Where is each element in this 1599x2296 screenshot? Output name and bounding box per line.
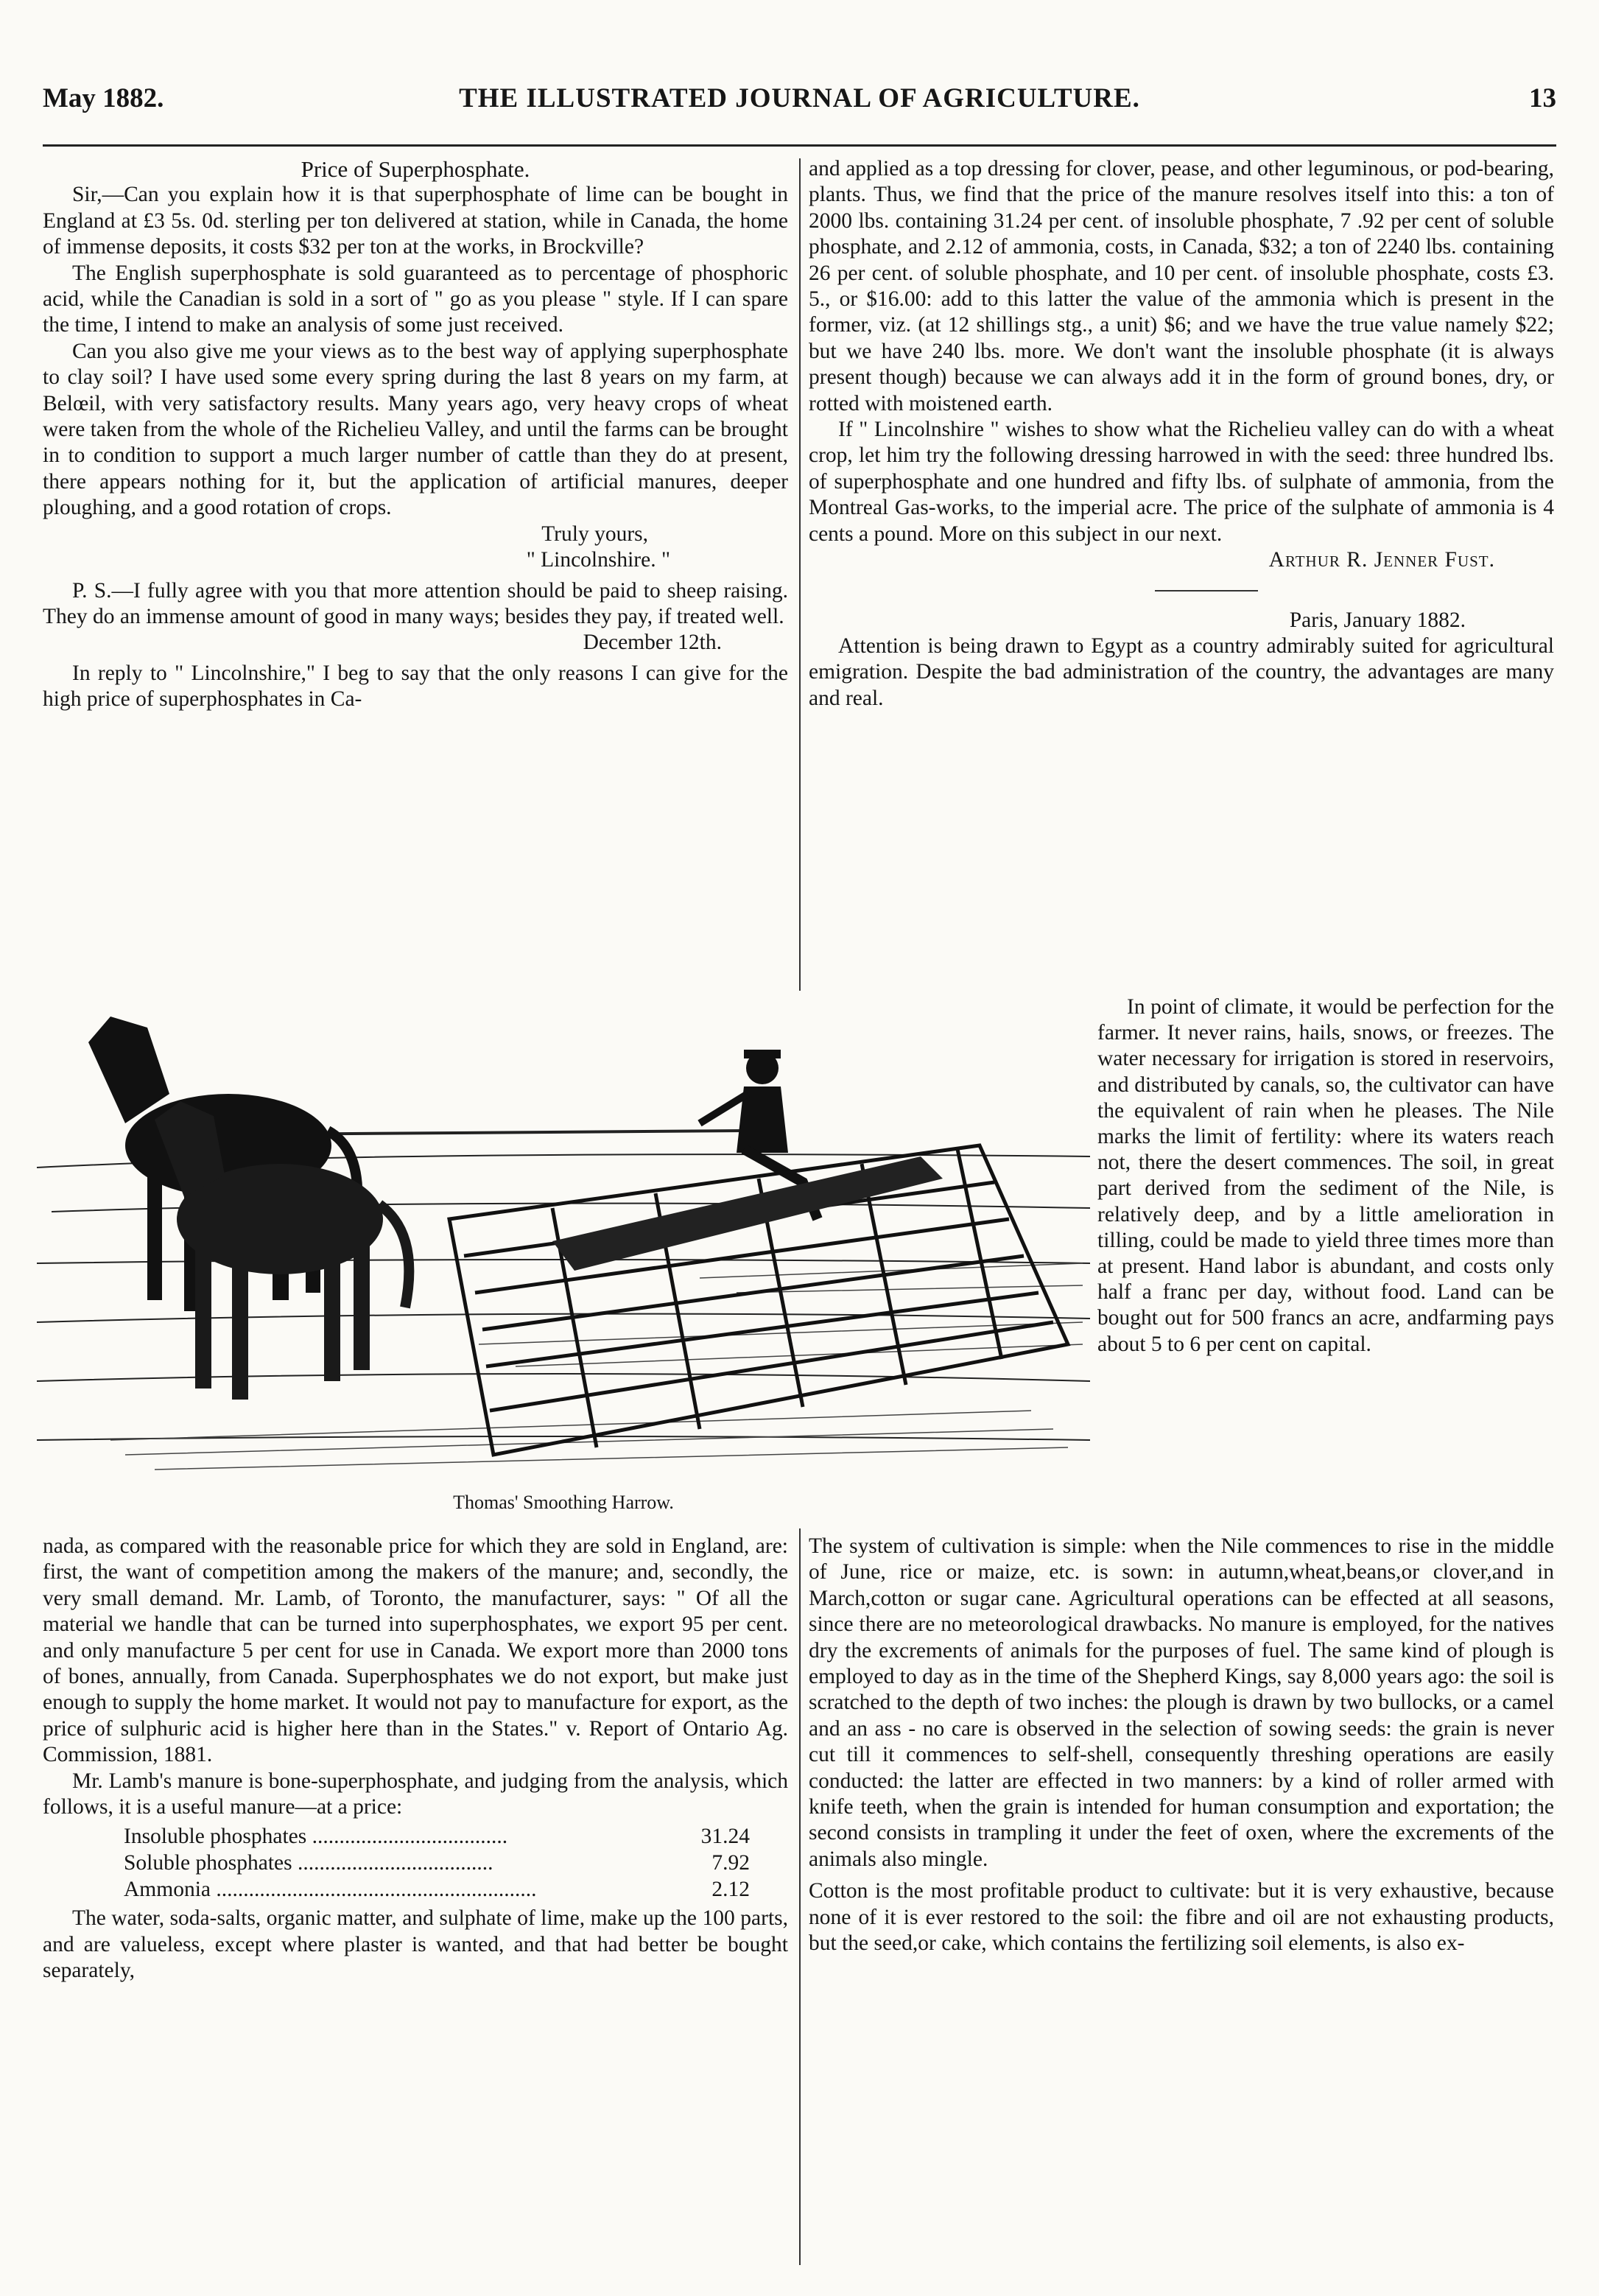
right-column-top bbox=[809, 156, 1554, 712]
analysis-table bbox=[124, 1823, 750, 1903]
author-signature: Arthur R. Jenner Fust. bbox=[1268, 548, 1495, 572]
analysis-label: Soluble phosphates .................................... bbox=[124, 1851, 493, 1875]
right-column-bottom bbox=[809, 1534, 1554, 1957]
reply-wheat-paragraph: If " Lincolnshire " wishes to show what the Richelieu valley can do with a wheat crop, let him try the following dressing harrowed in with the seed: three hundred lbs. of superphosphate and one hundred and fifty lbs. of sulphate of ammonia, from the Montreal Gas-works, to the imperial acre. The price of the sulphate of ammonia is 4 cents a pound. More on this subject in our next. bbox=[809, 418, 1554, 546]
section-rule bbox=[1155, 590, 1258, 591]
journal-title: THE ILLUSTRATED JOURNAL OF AGRICULTURE. bbox=[459, 83, 1140, 113]
analysis-intro-paragraph: Mr. Lamb's manure is bone-superphosphate, and judging from the analysis, which follows, it is a useful manure—at a price: bbox=[43, 1769, 788, 1819]
reply-continued-paragraph-2: nada, as compared with the reasonable price for which they are sold in England, are: first, the want of competition among the makers of the manure; and, secondly, the very small demand. Mr. Lamb, of Toronto, the manufacturer, says: " Of all the material we handle that can be turned into superphosphates, we export 95 per cent. and only manufacture 5 per cent for use in Canada. We export more than 2000 tons of bones, annually, from Canada. Superphosphates we do not export, but make just enough to supply the home market. It would not pay to manufacture for export, as the price of sulphuric acid is higher here than in the States." v. Report of Ontario Ag. Commission, 1881. bbox=[43, 1534, 788, 1767]
illustration-caption: Thomas' Smoothing Harrow. bbox=[453, 1492, 674, 1513]
analysis-label: Insoluble phosphates .................................... bbox=[124, 1825, 508, 1849]
reply-paragraph: In reply to " Lincolnshire," I beg to say that the only reasons I can give for the high price of superphosphates in Ca- bbox=[43, 661, 788, 712]
letter-paragraph-1: Sir,—Can you explain how it is that superphosphate of lime can be bought in England at £3 5s. 0d. sterling per ton delivered at station, while in Canada, the home of immense deposits, it costs $32 per ton at the works, in Brockville? bbox=[43, 183, 788, 259]
analysis-value: 31.24 bbox=[700, 1825, 750, 1849]
analysis-row bbox=[124, 1850, 750, 1876]
analysis-value: 7.92 bbox=[711, 1851, 750, 1875]
letter-paragraph-3: Can you also give me your views as to the best way of applying superphosphate to clay soil? I have used some every spring during the last 8 years on my farm, at Belœil, with very satisfactory results. Many years ago, very heavy crops of wheat were taken from the whole of the Richelieu Valley, and until the farms can be brought in to condition to support a much larger number of cattle than they do at present, there appears nothing for it, but the application of artificial manures, deeper ploughing, and a good rotation of crops. bbox=[43, 339, 788, 520]
letter-date: December 12th. bbox=[583, 631, 722, 655]
page-header bbox=[43, 82, 1556, 127]
header-date: May 1882. bbox=[43, 83, 164, 113]
right-narrow-column bbox=[1097, 994, 1554, 1358]
article-heading: Price of Superphosphate. bbox=[301, 156, 530, 182]
reply-continued-paragraph: and applied as a top dressing for clover, pease, and other leguminous, or pod-bearing, plants. Thus, we find that the price of the manure resolves itself into this: a ton of 2000 lbs. containing 31.24 per cent. of insoluble phosphate, 7 .92 per cent of soluble phosphate, and 2.12 of ammonia, costs, in Canada, $32; a ton of 2240 lbs. containing 26 per cent. of soluble phosphate, and 10 per cent. of insoluble phosphate, costs £3. 5., or $16.00: add to this latter the value of the ammonia which is present in the former, viz. (at 12 shillings stg., a unit) $6; and we have the true value namely $22; but we have 240 lbs. more. We don't want the insoluble phosphate (it is always present though) because we can always add it in the form of ground bones, dry, or rotted with moistened earth. bbox=[809, 157, 1554, 415]
letter-postscript: P. S.—I fully agree with you that more attention should be paid to sheep raising. They do an immense amount of good in many ways; besides they pay, if treated well. bbox=[43, 578, 788, 628]
letter-closing: Truly yours, bbox=[541, 522, 648, 546]
cultivation-paragraph: The system of cultivation is simple: when the Nile commences to rise in the middle of June, rice or maize, etc. is sown: in autumn,wheat,beans,or clover,and in March,cotton or sugar cane. Agricultural operations can be effected at all seasons, since there are no meteorological drawbacks. No manure is employed, for the natives dry the excrements of animals for the purposes of fuel. The same kind of plough is employed to day as in the time of the Shepherd Kings, say 8,000 years ago: the soil is scratched to the depth of two inches: the plough is drawn by two bullocks, or a camel and an ass - no care is observed in the selection of sowing seeds: the grain is never cut till it commences to self-shell, consequently threshing operations are easily conducted: the latter are effected in two manners: by a kind of roller armed with knife teeth, when the grain is intended for human consumption and exportation; the second consists in trampling it under the feet of oxen, where the excrements of the animals also mingle. bbox=[809, 1534, 1554, 1871]
letter-paragraph-2: The English superphosphate is sold guaranteed as to percentage of phosphoric acid, while the Canadian is sold in a sort of " go as you please " style. If I can spare the time, I intend to make an analysis of some just received. bbox=[43, 261, 788, 337]
analysis-row bbox=[124, 1876, 750, 1903]
left-column-top bbox=[43, 156, 788, 713]
analysis-row bbox=[124, 1823, 750, 1850]
valueless-paragraph: The water, soda-salts, organic matter, and sulphate of lime, make up the 100 parts, and are valueless, except where plaster is wanted, and that had better be bought separately, bbox=[43, 1906, 788, 1983]
egypt-intro-paragraph: Attention is being drawn to Egypt as a country admirably suited for agricultural emigration. Despite the bad administration of the country, the advantages are many and real. bbox=[809, 633, 1554, 710]
left-column-bottom bbox=[43, 1534, 788, 1984]
page-number: 13 bbox=[1529, 83, 1556, 113]
column-divider-top bbox=[799, 158, 801, 991]
egypt-climate-paragraph: In point of climate, it would be perfection for the farmer. It never rains, hails, snows, or freezes. The water necessary for irrigation is stored in reservoirs, and distributed by canals, so, the cultivator can have the equivalent of rain when he pleases. The Nile marks the limit of fertility: where its waters reach not, there the desert commences. The soil, in great part derived from the sediment of the Nile, is relatively deep, and by a little amelioration in tilling, could be made to yield three times more than at present. Hand labor is abundant, and costs only half a franc per day, without food. Land can be bought out for 500 francs an acre, andfarming pays about 5 to 6 per cent on capital. bbox=[1097, 995, 1554, 1356]
letter-signature: " Lincolnshire. " bbox=[526, 548, 670, 572]
harrow-frame bbox=[449, 1145, 1068, 1455]
column-divider-bottom bbox=[799, 1528, 801, 2265]
harrow-illustration bbox=[37, 998, 1090, 1492]
paris-dateline: Paris, January 1882. bbox=[1289, 608, 1466, 632]
analysis-value: 2.12 bbox=[711, 1878, 750, 1902]
header-rule bbox=[43, 144, 1556, 147]
analysis-label: Ammonia ........................................................... bbox=[124, 1878, 537, 1902]
cotton-paragraph: Cotton is the most profitable product to cultivate: but it is very exhaustive, because none of it is ever restored to the soil: the fibre and oil are not exhausting products, but the seed,or cake, which contains the fertilizing soil elements, is also ex- bbox=[809, 1879, 1554, 1956]
